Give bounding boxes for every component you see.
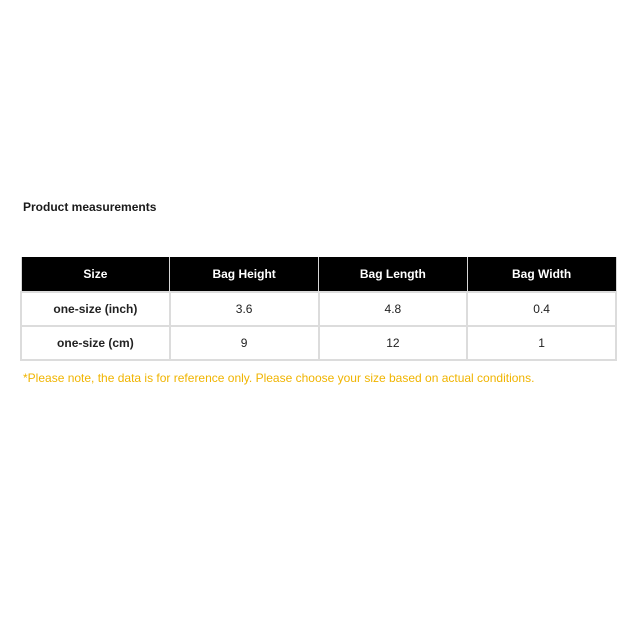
table-header-row xyxy=(21,257,616,292)
column-header-bag-height: Bag Height xyxy=(170,257,319,292)
row-label: one-size (inch) xyxy=(21,292,170,326)
column-header-bag-width: Bag Width xyxy=(467,257,616,292)
column-header-bag-length: Bag Length xyxy=(319,257,468,292)
table-cell: 9 xyxy=(170,326,319,360)
reference-note: *Please note, the data is for reference only. Please choose your size based on actual conditions. xyxy=(23,371,535,385)
page-title: Product measurements xyxy=(23,200,157,214)
table-cell: 1 xyxy=(467,326,616,360)
column-header-size: Size xyxy=(21,257,170,292)
table-cell: 3.6 xyxy=(170,292,319,326)
row-label: one-size (cm) xyxy=(21,326,170,360)
table-row xyxy=(21,326,616,360)
table-cell: 0.4 xyxy=(467,292,616,326)
table-row xyxy=(21,292,616,326)
measurement-table xyxy=(20,257,617,361)
table-cell: 4.8 xyxy=(319,292,468,326)
table-cell: 12 xyxy=(319,326,468,360)
